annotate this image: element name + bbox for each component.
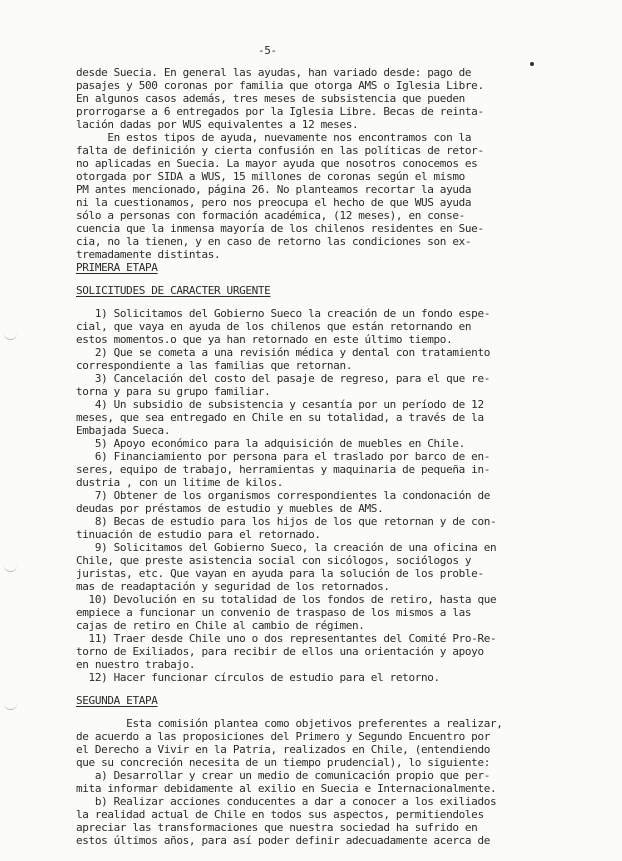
punch-hole-mark [4, 562, 17, 572]
text-line: la realidad actual de Chile en todos sus aspectos, permitiendoles [76, 808, 484, 821]
text-line: 3) Cancelación del costo del pasaje de regreso, para el que re- [76, 372, 490, 385]
text-line: 12) Hacer funcionar círculos de estudio para el retorno. [76, 671, 440, 684]
text-line: estos momentos.o que ya han retornado en este último tiempo. [76, 333, 453, 346]
text-line: 7) Obtener de los organismos correspondientes la condonación de [76, 489, 490, 502]
text-line: Esta comisión plantea como objetivos preferentes a realizar, [76, 717, 503, 730]
text-line: correspondiente a las familias que retornan. [76, 359, 352, 372]
text-line: 2) Que se cometa a una revisión médica y dental con tratamiento [76, 346, 490, 359]
text-line: el Derecho a Vivir en la Patria, realizados en Chile, (entendiendo [76, 743, 490, 756]
text-line: falta de definición y cierta confusión en las políticas de retor- [76, 144, 484, 157]
ink-dot [530, 62, 534, 66]
text-line: empiece a funcionar un convenio de traspaso de los mismos a las [76, 606, 472, 619]
punch-hole-mark [4, 330, 17, 340]
text-line: seres, equipo de trabajo, herramientas y maquinaria de pequeña in- [76, 463, 490, 476]
text-line: 1) Solicitamos del Gobierno Sueco la creación de un fondo espe- [76, 307, 490, 320]
text-line: de acuerdo a las proposiciones del Primero y Segundo Encuentro por [76, 730, 490, 743]
text-line: mita informar debidamente al exilio en Suecia e Internacionalmente. [76, 782, 497, 795]
text-line: cuencia que la inmensa mayoría de los chilenos residentes en Sue- [76, 222, 484, 235]
text-line: desde Suecia. En general las ayudas, han variado desde: pago de [76, 66, 472, 79]
text-line: tremadamente distintas. [76, 248, 221, 261]
text-line: pasajes y 500 coronas por familia que otorga AMS o Iglesia Libre. [76, 79, 484, 92]
text-line: deudas por préstamos de estudio y muebles de AMS. [76, 502, 384, 515]
text-line: estos últimos años, para así poder definir adecuadamente acerca de [76, 834, 490, 847]
text-line: Embajada Sueca. [76, 424, 171, 437]
section-heading: SEGUNDA ETAPA [76, 694, 158, 707]
text-line: juristas, etc. Que vayan en ayuda para la solución de los proble- [76, 567, 484, 580]
text-line: no aplicadas en Suecia. La mayor ayuda que nosotros conocemos es [76, 157, 478, 170]
section-heading: PRIMERA ETAPA [76, 261, 158, 274]
text-line: En estos tipos de ayuda, nuevamente nos encontramos con la [76, 131, 472, 144]
text-line: 9) Solicitamos del Gobierno Sueco, la creación de una oficina en [76, 541, 497, 554]
text-line: a) Desarrollar y crear un medio de comunicación propio que per- [76, 769, 490, 782]
text-line: lación dadas por WUS equivalentes a 12 meses. [76, 118, 359, 131]
text-line: prorrogarse a 6 entregados por la Iglesia Libre. Becas de reinta- [76, 105, 484, 118]
text-line: Chile, que preste asistencia social con sicólogos, sociólogos y [76, 554, 472, 567]
text-line: que su concreción necesita de un tiempo prudencial), lo siguiente: [76, 756, 490, 769]
text-line: mas de readaptación y seguridad de los retornados. [76, 580, 390, 593]
text-line: 10) Devolución en su totalidad de los fondos de retiro, hasta que [76, 593, 497, 606]
text-line: 8) Becas de estudio para los hijos de los que retornan y de con- [76, 515, 497, 528]
punch-hole-mark [4, 700, 17, 710]
text-line: cial, que vaya en ayuda de los chilenos que están retornando en [76, 320, 472, 333]
text-line: 5) Apoyo económico para la adquisición de muebles en Chile. [76, 437, 465, 450]
text-line: torno de Exiliados, para recibir de ellos una orientación y apoyo [76, 645, 484, 658]
text-line: ni la cuestionamos, pero nos preocupa el hecho de que WUS ayuda [76, 196, 472, 209]
text-line: 4) Un subsidio de subsistencia y cesantía por un período de 12 [76, 398, 484, 411]
text-line: sólo a personas con formación académica, (12 meses), en conse- [76, 209, 465, 222]
text-line: apreciar las transformaciones que nuestra sociedad ha sufrido en [76, 821, 478, 834]
text-line: 6) Financiamiento por persona para el traslado por barco de en- [76, 450, 490, 463]
text-line: b) Realizar acciones conducentes a dar a conocer a los exiliados [76, 795, 497, 808]
text-line: tinuación de estudio para el retornado. [76, 528, 321, 541]
text-line: cia, no la tienen, y en caso de retorno las condiciones son ex- [76, 235, 472, 248]
text-line: 11) Traer desde Chile uno o dos representantes del Comité Pro-Re- [76, 632, 497, 645]
page-number: -5- [258, 44, 277, 57]
text-line: torna y para su grupo familiar. [76, 385, 271, 398]
text-line: dustria , con un litime de kilos. [76, 476, 283, 489]
text-line: otorgada por SIDA a WUS, 15 millones de coronas según el mismo [76, 170, 465, 183]
text-line: en nuestro trabajo. [76, 658, 196, 671]
section-heading: SOLICITUDES DE CARACTER URGENTE [76, 284, 271, 297]
text-line: En algunos casos además, tres meses de subsistencia que pueden [76, 92, 465, 105]
text-line: cajas de retiro en Chile al cambio de régimen. [76, 619, 365, 632]
text-line: meses, que sea entregado en Chile en su totalidad, a través de la [76, 411, 484, 424]
text-line: PM antes mencionado, página 26. No planteamos recortar la ayuda [76, 183, 472, 196]
